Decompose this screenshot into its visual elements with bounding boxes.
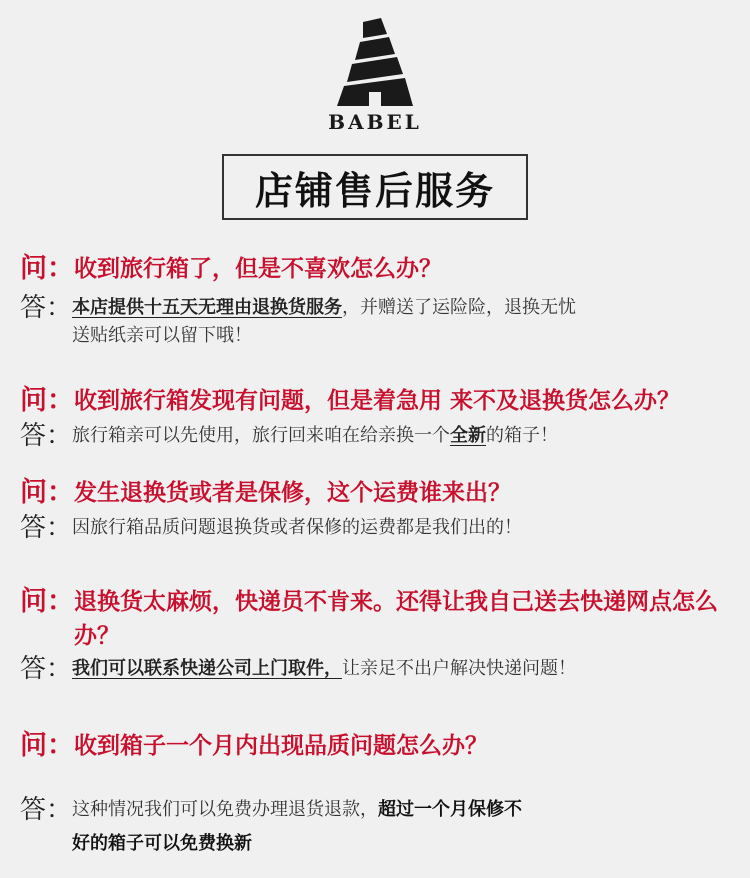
faq-answer (20, 514, 736, 542)
faq-question (20, 252, 736, 286)
question-text: 收到旅行箱了，但是不喜欢怎么办？ (74, 256, 442, 282)
answer-mark: 答： (20, 513, 73, 543)
question-mark: 问： (20, 253, 74, 284)
answer-text: 因旅行箱品质问题退换货或者保修的运费都是我们出的！ (72, 517, 522, 538)
answer-mark: 答： (20, 293, 73, 323)
answer-text: 让亲足不出户解决快递问题！ (342, 658, 576, 679)
answer-highlight: 超过一个月保修不 (378, 799, 522, 820)
answer-text: 旅行箱亲可以先使用，旅行回来咱在给亲换一个 (72, 425, 450, 446)
answer-text: 这种情况我们可以免费办理退货退款， (72, 799, 378, 820)
faq-answer (20, 796, 736, 824)
answer-mark: 答： (20, 421, 73, 451)
question-text: 发生退换货或者是保修，这个运费谁来出？ (74, 480, 511, 506)
question-mark: 问： (20, 586, 74, 617)
question-text: 收到旅行箱发现有问题，但是着急用 来不及退换货怎么办？ (74, 388, 681, 414)
answer-mark: 答： (20, 795, 73, 825)
question-mark: 问： (20, 477, 74, 508)
answer-text: 送贴纸亲可以留下哦！ (72, 325, 252, 346)
faq-question (20, 729, 736, 763)
faq-answer (20, 294, 736, 350)
answer-highlight: 全新 (450, 425, 486, 446)
answer-highlight: 我们可以联系快递公司上门取件， (72, 658, 342, 679)
faq-question (20, 384, 736, 418)
brand-logo (0, 16, 750, 134)
answer-mark: 答： (20, 654, 73, 684)
answer-highlight: 好的箱子可以免费换新 (72, 833, 252, 854)
faq-answer (20, 655, 736, 683)
answer-text: 的箱子！ (486, 425, 558, 446)
faq-answer (20, 422, 736, 450)
babel-tower-icon (333, 16, 417, 108)
brand-name: BABEL (328, 110, 422, 134)
faq-question (20, 476, 736, 510)
question-mark: 问： (20, 385, 74, 416)
question-text: 退换货太麻烦，快递员不肯来。还得让我自己送去快递网点怎么办？ (74, 589, 718, 649)
faq-answer-continued (72, 830, 736, 858)
question-text: 收到箱子一个月内出现品质问题怎么办？ (74, 733, 488, 759)
question-mark: 问： (20, 730, 74, 761)
faq-question (20, 585, 736, 653)
answer-text: ，并赠送了运险险，退换无忧 (342, 297, 576, 318)
page-title: 店铺售后服务 (222, 154, 528, 220)
answer-highlight: 本店提供十五天无理由退换货服务 (72, 297, 342, 318)
